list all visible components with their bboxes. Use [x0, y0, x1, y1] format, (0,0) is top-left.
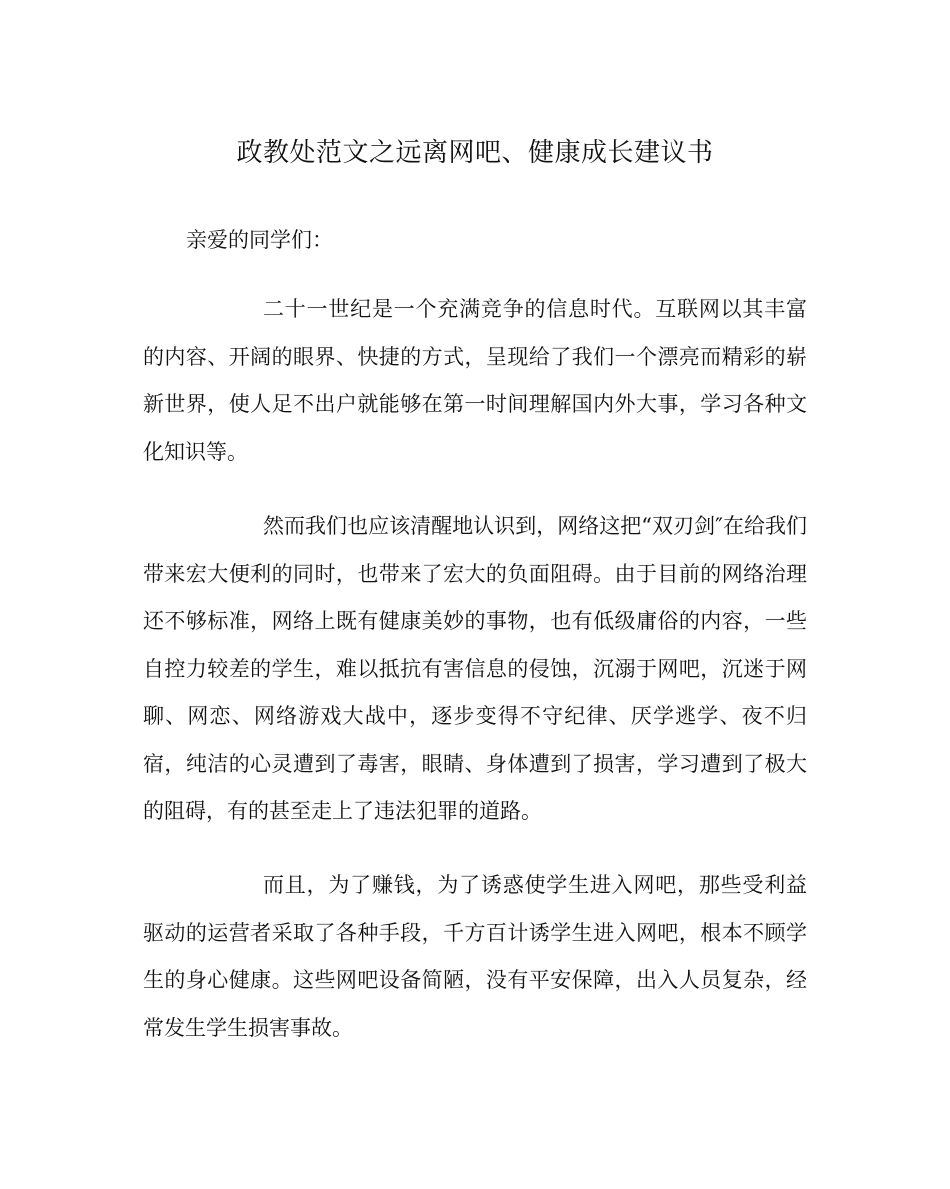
salutation: 亲爱的同学们： — [186, 228, 333, 252]
paragraph-3: 而且，为了赚钱，为了诱惑使学生进入网吧，那些受利益驱动的运营者采取了各种手段，千方百计诱学生进入网吧，根本不顾学生的身心健康。这些网吧设备简陋，没有平安保障，出入人员复杂，经常发生学生损害事故。 — [143, 873, 807, 1040]
paragraph-1: 二十一世纪是一个充满竞争的信息时代。互联网以其丰富的内容、开阔的眼界、快捷的方式，呈现给了我们一个漂亮而精彩的崭新世界，使人足不出户就能够在第一时间理解国内外大事，学习各种文化知识等。 — [143, 297, 807, 464]
paragraph-2: 然而我们也应该清醒地认识到，网络这把“双刃剑″在给我们带来宏大便利的同时，也带来了宏大的负面阻碍。由于目前的网络治理还不够标准，网络上既有健康美妙的事物，也有低级庸俗的内容，一些自控力较差的学生，难以抵抗有害信息的侵蚀，沉溺于网吧，沉迷于网聊、网恋、网络游戏大战中，逐步变得不守纪律、厌学逃学、夜不归宿，纯洁的心灵遭到了毒害，眼睛、身体遭到了损害，学习遭到了极大的阻碍，有的甚至走上了违法犯罪的道路。 — [143, 514, 807, 823]
document-title: 政教处范文之远离网吧、健康成长建议书 — [236, 138, 714, 168]
